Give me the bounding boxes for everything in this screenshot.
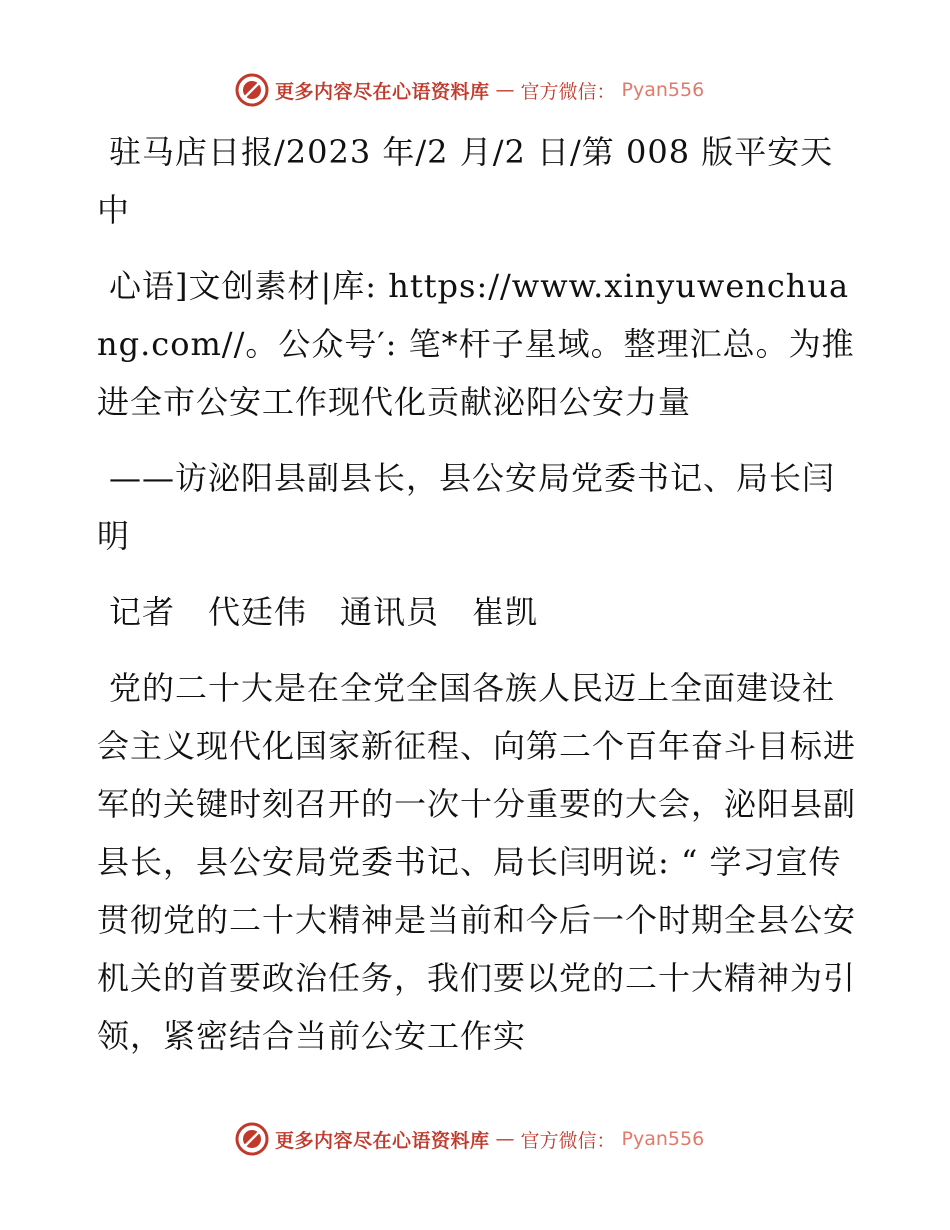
watermark-brand: 更多内容尽在心语资料库 [275,80,490,103]
watermark-official-label: 官方微信： [520,80,616,103]
red-seal-logo-icon [235,1122,269,1156]
header-watermark [235,72,704,108]
headline: 心语]文创素材|库: https://www.xinyuwenchuang.com//。公众号′: 笔*杆子星域。整理汇总。为推进全市公安工作现代化贡献泌阳公安力量 [97,267,855,421]
watermark-official-label: 官方微信： [520,1129,616,1152]
watermark-separator: — [495,1128,515,1150]
red-seal-logo-icon [235,73,269,107]
watermark-brand: 更多内容尽在心语资料库 [275,1129,490,1152]
byline: 记者 代廷伟 通讯员 崔凯 [109,593,539,631]
source-line: 驻马店日报/2023 年/2 月/2 日/第 008 版平安天中 [97,133,834,229]
footer-watermark [235,1121,704,1157]
body-paragraph: 党的二十大是在全党全国各族人民迈上全面建设社会主义现代化国家新征程、向第二个百年奋斗目标进军的关键时刻召开的一次十分重要的大会，泌阳县副县长，县公安局党委书记、局长闫明说: “ 学习宣传贯彻党的二十大精神是当前和今后一个时期全县公安机关的首要政治任务，我们要以党的二十大精神为引领，紧密结合当前公安工作实 [97,669,857,1055]
document-body [97,123,857,1083]
watermark-separator: — [495,79,515,101]
subheadline: ——访泌阳县副县长，县公安局党委书记、局长闫明 [97,459,836,555]
watermark-wechat-id: Pyan556 [621,1128,705,1150]
watermark-wechat-id: Pyan556 [621,79,705,101]
